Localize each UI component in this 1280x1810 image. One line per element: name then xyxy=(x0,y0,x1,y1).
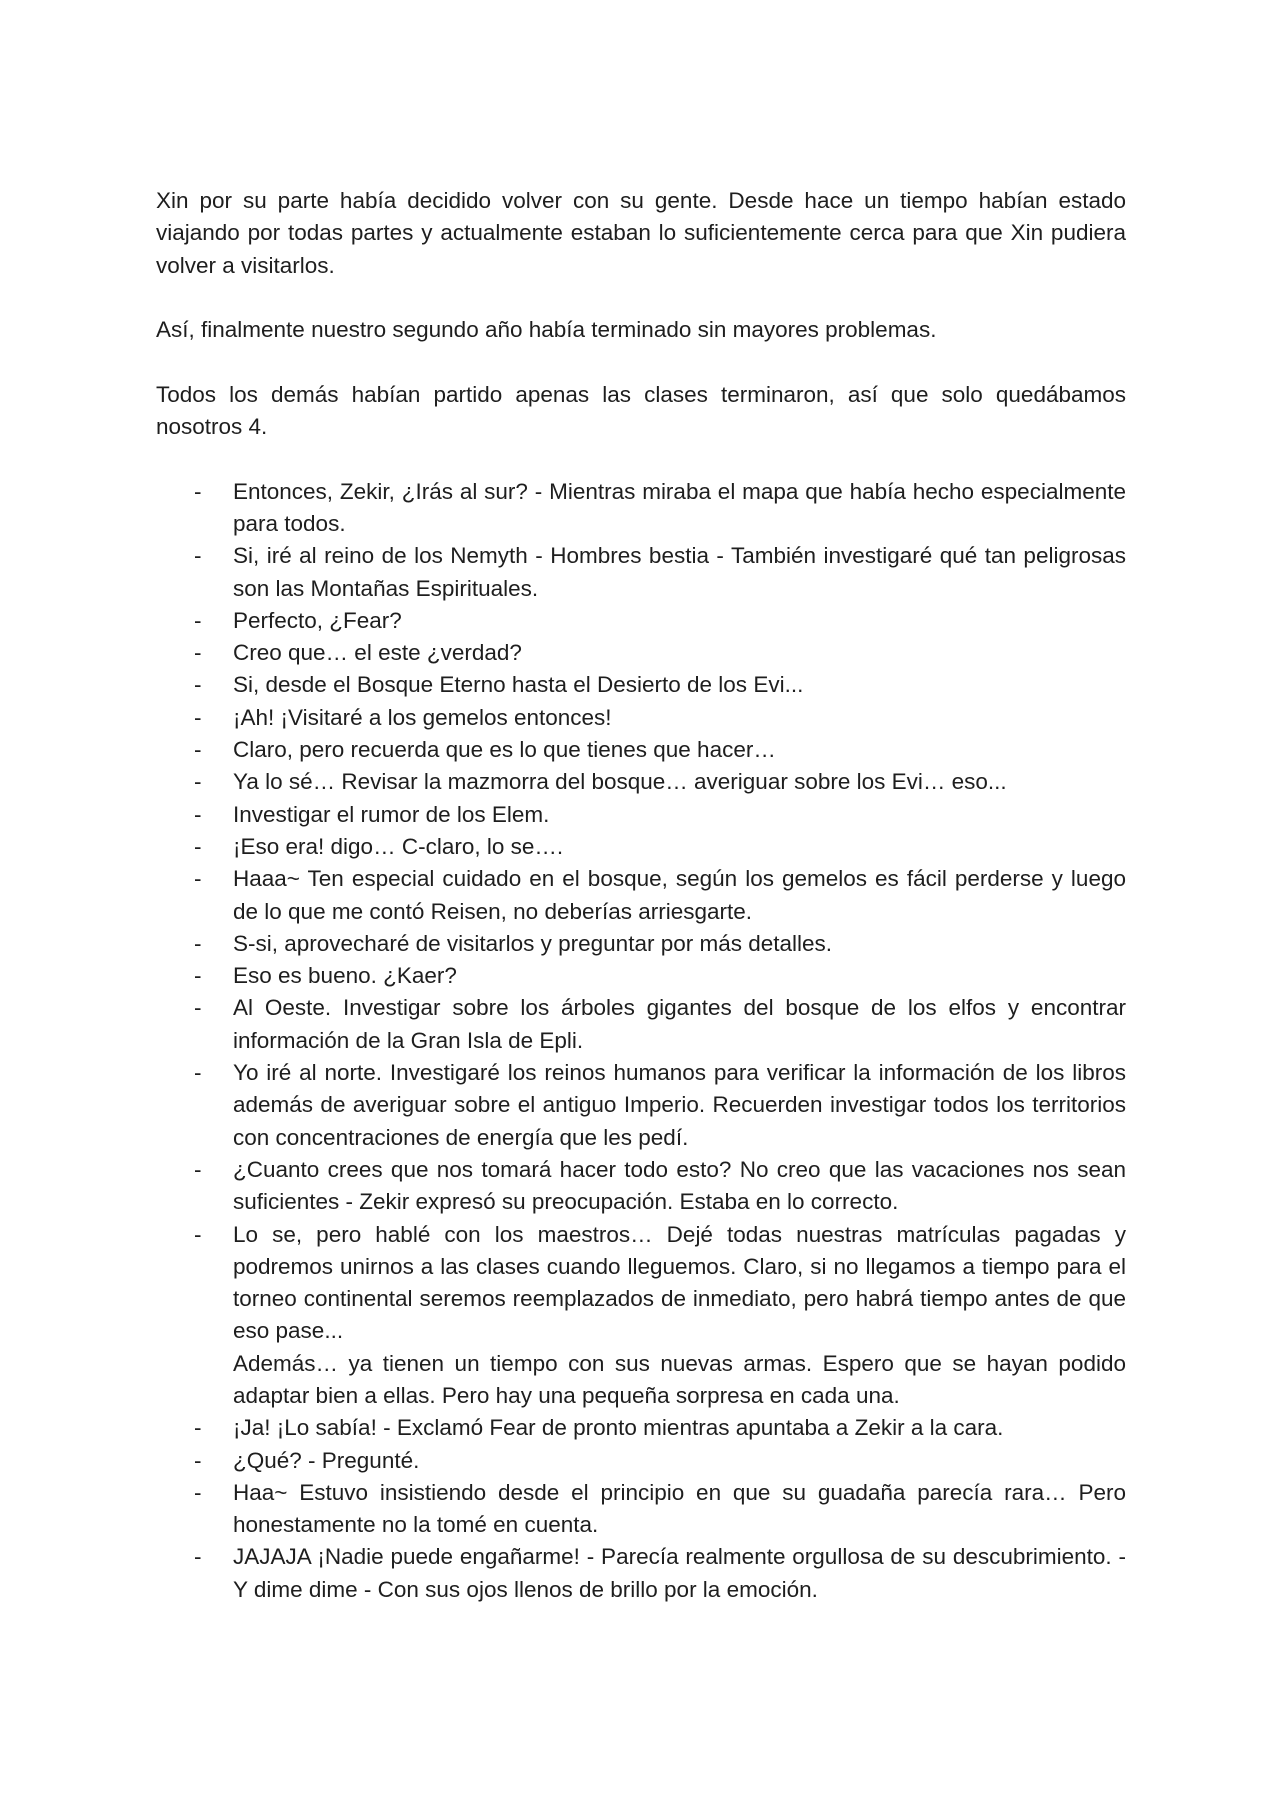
dialogue-line xyxy=(156,605,1126,637)
bullet-dash: - xyxy=(194,704,202,730)
paragraph: Todos los demás habían partido apenas las clases terminaron, así que solo quedábamos nosotros 4. xyxy=(156,381,1126,440)
dialogue-text: Si, desde el Bosque Eterno hasta el Desierto de los Evi... xyxy=(233,672,804,698)
paragraph: Xin por su parte había decidido volver con su gente. Desde hace un tiempo habían estado viajando por todas partes y actualmente estaban lo suficientemente cerca para que Xin pudiera volver a visitarlos. xyxy=(156,188,1126,278)
dialogue-text: S-si, aprovecharé de visitarlos y preguntar por más detalles. xyxy=(233,930,833,956)
dialogue-line xyxy=(156,766,1126,798)
dialogue-text: Creo que… el este ¿verdad? xyxy=(233,640,522,666)
dialogue-list xyxy=(156,476,1126,1606)
dialogue-line xyxy=(156,799,1126,831)
paragraph: Así, finalmente nuestro segundo año había terminado sin mayores problemas. xyxy=(156,317,937,343)
dialogue-text: JAJAJA ¡Nadie puede engañarme! - Parecía realmente orgullosa de su descubrimiento. - Y dime dime - Con sus ojos llenos de brillo por la emoción. xyxy=(233,1544,1126,1602)
bullet-dash: - xyxy=(194,930,202,956)
dialogue-text: Al Oeste. Investigar sobre los árboles gigantes del bosque de los elfos y encontrar información de la Gran Isla de Epli. xyxy=(233,995,1126,1053)
bullet-dash: - xyxy=(194,1221,202,1247)
bullet-dash: - xyxy=(194,1156,202,1182)
bullet-dash: - xyxy=(194,801,202,827)
dialogue-text: Haaa~ Ten especial cuidado en el bosque, según los gemelos es fácil perderse y luego de lo que me contó Reisen, no deberías arriesgarte. xyxy=(233,866,1126,924)
bullet-dash: - xyxy=(194,672,202,698)
dialogue-text: ¿Cuanto crees que nos tomará hacer todo esto? No creo que las vacaciones nos sean suficientes - Zekir expresó su preocupación. Estaba en lo correcto. xyxy=(233,1156,1126,1215)
dialogue-text: ¡Ja! ¡Lo sabía! - Exclamó Fear de pronto mientras apuntaba a Zekir a la cara. xyxy=(233,1415,1004,1441)
dialogue-line xyxy=(156,1541,1126,1606)
dialogue-text: Si, iré al reino de los Nemyth - Hombres bestia - También investigaré qué tan peligrosas son las Montañas Espirituales. xyxy=(233,543,1126,601)
dialogue-text: Perfecto, ¿Fear? xyxy=(233,607,402,633)
dialogue-text: ¿Qué? - Pregunté. xyxy=(233,1447,420,1473)
bullet-dash: - xyxy=(194,737,202,763)
dialogue-text: Eso es bueno. ¿Kaer? xyxy=(233,963,457,989)
bullet-dash: - xyxy=(194,478,202,504)
dialogue-line xyxy=(156,476,1126,541)
bullet-dash: - xyxy=(194,1415,202,1441)
document-page xyxy=(156,185,1126,1606)
bullet-dash: - xyxy=(194,866,202,892)
dialogue-line xyxy=(156,928,1126,960)
dialogue-text: Claro, pero recuerda que es lo que tienes que hacer… xyxy=(233,737,776,763)
dialogue-line xyxy=(156,1154,1126,1219)
dialogue-text: Haa~ Estuvo insistiendo desde el principio en que su guadaña parecía rara… Pero honestamente no la tomé en cuenta. xyxy=(233,1479,1126,1538)
bullet-dash: - xyxy=(194,995,202,1021)
dialogue-line xyxy=(156,1477,1126,1542)
dialogue-line xyxy=(156,669,1126,701)
bullet-dash: - xyxy=(194,833,202,859)
dialogue-line xyxy=(156,1445,1126,1477)
bullet-dash: - xyxy=(194,640,202,666)
dialogue-text: ¡Eso era! digo… C-claro, lo se…. xyxy=(233,833,564,859)
bullet-dash: - xyxy=(194,1447,202,1473)
dialogue-line xyxy=(156,540,1126,605)
bullet-dash: - xyxy=(194,1060,202,1086)
bullet-dash: - xyxy=(194,963,202,989)
dialogue-text: Investigar el rumor de los Elem. xyxy=(233,801,550,827)
dialogue-line xyxy=(156,960,1126,992)
dialogue-line xyxy=(156,734,1126,766)
bullet-dash: - xyxy=(194,607,202,633)
dialogue-text: Yo iré al norte. Investigaré los reinos humanos para verificar la información de los libros además de averiguar sobre el antiguo Imperio. Recuerden investigar todos los territorios con concentraciones de energía que les pedí. xyxy=(233,1060,1126,1150)
bullet-dash: - xyxy=(194,543,202,569)
dialogue-text: Lo se, pero hablé con los maestros… Dejé todas nuestras matrículas pagadas y podremos unirnos a las clases cuando lleguemos. Claro, si no llegamos a tiempo para el torneo continental seremos reemplazados de inmediato, pero habrá tiempo antes de que eso pase... xyxy=(233,1221,1126,1344)
dialogue-line xyxy=(156,1412,1126,1444)
dialogue-line xyxy=(156,831,1126,863)
dialogue-line xyxy=(156,1057,1126,1154)
dialogue-text: Ya lo sé… Revisar la mazmorra del bosque… averiguar sobre los Evi… eso... xyxy=(233,769,1007,795)
dialogue-text: ¡Ah! ¡Visitaré a los gemelos entonces! xyxy=(233,704,612,730)
dialogue-line xyxy=(156,863,1126,928)
dialogue-text: Entonces, Zekir, ¿Irás al sur? - Mientras miraba el mapa que había hecho especialmente para todos. xyxy=(233,478,1126,536)
dialogue-line xyxy=(156,992,1126,1057)
bullet-dash: - xyxy=(194,1544,202,1570)
dialogue-line xyxy=(156,637,1126,669)
dialogue-continuation: Además… ya tienen un tiempo con sus nuevas armas. Espero que se hayan podido adaptar bien a ellas. Pero hay una pequeña sorpresa en cada una. xyxy=(233,1350,1126,1408)
dialogue-line xyxy=(156,702,1126,734)
dialogue-line xyxy=(156,1219,1126,1413)
bullet-dash: - xyxy=(194,769,202,795)
bullet-dash: - xyxy=(194,1479,202,1505)
